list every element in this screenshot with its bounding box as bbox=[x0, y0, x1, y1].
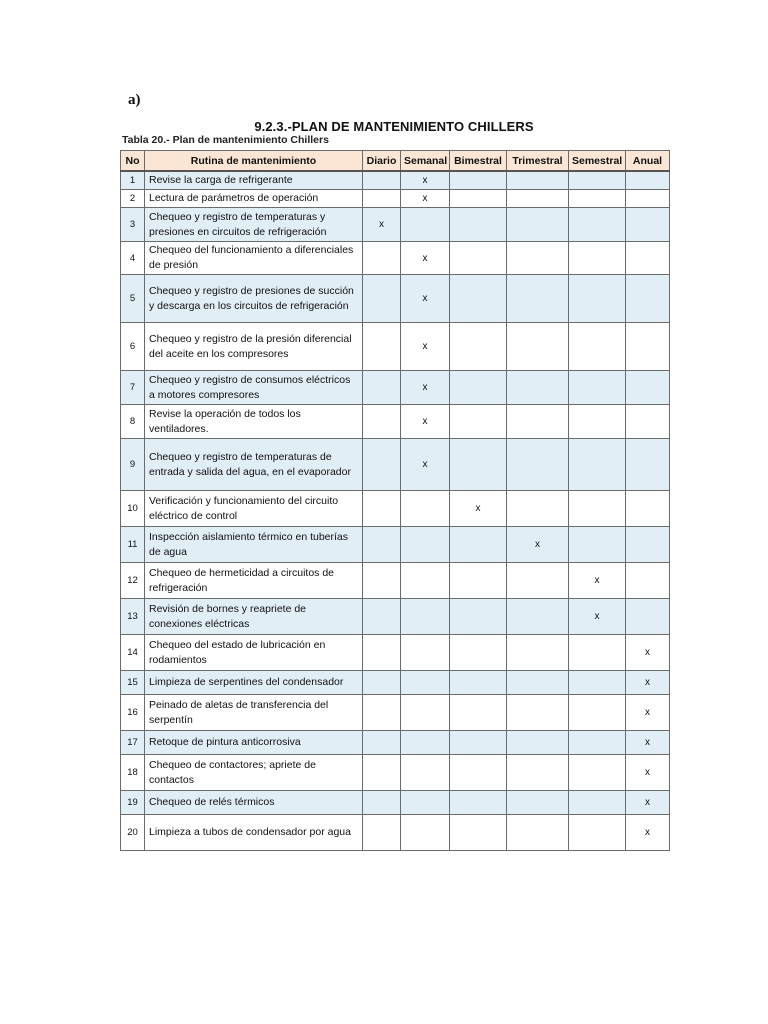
frequency-cell-bimestral bbox=[450, 671, 507, 695]
frequency-cell-semanal bbox=[401, 439, 450, 491]
frequency-mark: x bbox=[594, 575, 600, 586]
table-row bbox=[121, 405, 670, 439]
row-number: 14 bbox=[121, 635, 145, 671]
frequency-cell-trimestral bbox=[507, 371, 569, 405]
frequency-cell-semanal bbox=[401, 190, 450, 208]
frequency-cell-anual bbox=[626, 635, 670, 671]
header-anual: Anual bbox=[626, 151, 670, 172]
frequency-cell-anual bbox=[626, 242, 670, 275]
header-trimestral: Trimestral bbox=[507, 151, 569, 172]
routine-cell: Verificación y funcionamiento del circuito eléctrico de control bbox=[145, 491, 363, 527]
frequency-cell-trimestral bbox=[507, 599, 569, 635]
frequency-cell-trimestral bbox=[507, 791, 569, 815]
frequency-cell-semanal bbox=[401, 491, 450, 527]
routine-cell: Chequeo y registro de la presión diferencial del aceite en los compresores bbox=[145, 323, 363, 371]
row-number: 8 bbox=[121, 405, 145, 439]
frequency-cell-bimestral bbox=[450, 208, 507, 242]
frequency-cell-bimestral bbox=[450, 599, 507, 635]
frequency-cell-semestral bbox=[569, 791, 626, 815]
routine-cell: Peinado de aletas de transferencia del serpentín bbox=[145, 695, 363, 731]
frequency-mark: x bbox=[645, 797, 650, 808]
frequency-cell-semestral bbox=[569, 563, 626, 599]
table-row bbox=[121, 671, 670, 695]
row-number: 18 bbox=[121, 755, 145, 791]
frequency-cell-trimestral bbox=[507, 635, 569, 671]
frequency-cell-diario bbox=[363, 405, 401, 439]
row-number: 15 bbox=[121, 671, 145, 695]
frequency-cell-diario bbox=[363, 275, 401, 323]
frequency-cell-bimestral bbox=[450, 323, 507, 371]
frequency-cell-bimestral bbox=[450, 755, 507, 791]
frequency-cell-diario bbox=[363, 439, 401, 491]
table-row bbox=[121, 695, 670, 731]
frequency-cell-semestral bbox=[569, 405, 626, 439]
row-number: 11 bbox=[121, 527, 145, 563]
frequency-cell-anual bbox=[626, 671, 670, 695]
frequency-cell-semanal bbox=[401, 731, 450, 755]
frequency-mark: x bbox=[422, 341, 428, 352]
frequency-cell-semestral bbox=[569, 190, 626, 208]
frequency-cell-trimestral bbox=[507, 242, 569, 275]
frequency-mark: x bbox=[645, 767, 650, 778]
frequency-cell-semestral bbox=[569, 171, 626, 190]
table-caption: Tabla 20.- Plan de mantenimiento Chillers bbox=[122, 134, 329, 146]
frequency-mark: x bbox=[422, 416, 428, 427]
frequency-cell-anual bbox=[626, 371, 670, 405]
row-number: 9 bbox=[121, 439, 145, 491]
frequency-cell-anual bbox=[626, 755, 670, 791]
row-number: 12 bbox=[121, 563, 145, 599]
frequency-cell-bimestral bbox=[450, 731, 507, 755]
routine-cell: Inspección aislamiento térmico en tuberías de agua bbox=[145, 527, 363, 563]
frequency-cell-anual bbox=[626, 171, 670, 190]
frequency-cell-trimestral bbox=[507, 208, 569, 242]
frequency-cell-semanal bbox=[401, 208, 450, 242]
row-number: 13 bbox=[121, 599, 145, 635]
routine-cell: Lectura de parámetros de operación bbox=[145, 190, 363, 208]
routine-cell: Chequeo y registro de consumos eléctricos a motores compresores bbox=[145, 371, 363, 405]
maintenance-table bbox=[120, 150, 670, 851]
frequency-cell-semanal bbox=[401, 527, 450, 563]
frequency-cell-anual bbox=[626, 695, 670, 731]
frequency-cell-diario bbox=[363, 208, 401, 242]
table-row bbox=[121, 635, 670, 671]
frequency-cell-diario bbox=[363, 323, 401, 371]
frequency-mark: x bbox=[422, 459, 428, 470]
frequency-mark: x bbox=[422, 293, 428, 304]
frequency-cell-anual bbox=[626, 527, 670, 563]
frequency-cell-bimestral bbox=[450, 791, 507, 815]
frequency-cell-trimestral bbox=[507, 563, 569, 599]
header-bimestral: Bimestral bbox=[450, 151, 507, 172]
frequency-cell-trimestral bbox=[507, 190, 569, 208]
frequency-mark: x bbox=[422, 193, 428, 204]
header-routine: Rutina de mantenimiento bbox=[145, 151, 363, 172]
frequency-cell-diario bbox=[363, 599, 401, 635]
frequency-cell-trimestral bbox=[507, 671, 569, 695]
frequency-cell-anual bbox=[626, 208, 670, 242]
routine-cell: Retoque de pintura anticorrosiva bbox=[145, 731, 363, 755]
frequency-cell-semanal bbox=[401, 791, 450, 815]
frequency-cell-diario bbox=[363, 755, 401, 791]
frequency-cell-diario bbox=[363, 171, 401, 190]
frequency-cell-diario bbox=[363, 371, 401, 405]
row-number: 7 bbox=[121, 371, 145, 405]
frequency-mark: x bbox=[645, 827, 650, 838]
frequency-cell-semanal bbox=[401, 405, 450, 439]
frequency-cell-semestral bbox=[569, 275, 626, 323]
frequency-cell-diario bbox=[363, 527, 401, 563]
routine-cell: Revise la carga de refrigerante bbox=[145, 171, 363, 190]
frequency-cell-anual bbox=[626, 439, 670, 491]
routine-cell: Limpieza a tubos de condensador por agua bbox=[145, 815, 363, 851]
row-number: 5 bbox=[121, 275, 145, 323]
row-number: 1 bbox=[121, 171, 145, 190]
table-row bbox=[121, 815, 670, 851]
frequency-mark: x bbox=[422, 252, 428, 264]
frequency-cell-semanal bbox=[401, 371, 450, 405]
frequency-cell-semanal bbox=[401, 671, 450, 695]
frequency-cell-semanal bbox=[401, 599, 450, 635]
table-row bbox=[121, 171, 670, 190]
table-row bbox=[121, 371, 670, 405]
frequency-cell-diario bbox=[363, 242, 401, 275]
frequency-cell-bimestral bbox=[450, 242, 507, 275]
frequency-cell-bimestral bbox=[450, 171, 507, 190]
frequency-cell-semestral bbox=[569, 671, 626, 695]
table-row bbox=[121, 731, 670, 755]
frequency-cell-anual bbox=[626, 190, 670, 208]
frequency-cell-trimestral bbox=[507, 491, 569, 527]
frequency-cell-diario bbox=[363, 791, 401, 815]
frequency-mark: x bbox=[535, 539, 540, 550]
frequency-cell-diario bbox=[363, 695, 401, 731]
table-header-row bbox=[121, 151, 670, 172]
routine-cell: Chequeo y registro de presiones de succión y descarga en los circuitos de refrigeración bbox=[145, 275, 363, 323]
frequency-cell-anual bbox=[626, 275, 670, 323]
frequency-mark: x bbox=[422, 382, 428, 393]
routine-cell: Chequeo del estado de lubricación en rodamientos bbox=[145, 635, 363, 671]
frequency-cell-bimestral bbox=[450, 815, 507, 851]
frequency-cell-diario bbox=[363, 190, 401, 208]
frequency-mark: x bbox=[645, 707, 650, 718]
frequency-cell-semanal bbox=[401, 635, 450, 671]
table-body bbox=[121, 171, 670, 851]
frequency-mark: x bbox=[645, 737, 650, 748]
routine-cell: Chequeo y registro de temperaturas de entrada y salida del agua, en el evaporador bbox=[145, 439, 363, 491]
frequency-cell-anual bbox=[626, 731, 670, 755]
routine-cell: Chequeo de contactores; apriete de contactos bbox=[145, 755, 363, 791]
header-diario: Diario bbox=[363, 151, 401, 172]
row-number: 19 bbox=[121, 791, 145, 815]
routine-cell: Chequeo de relés térmicos bbox=[145, 791, 363, 815]
frequency-cell-semanal bbox=[401, 815, 450, 851]
table-row bbox=[121, 439, 670, 491]
section-label: a) bbox=[128, 92, 141, 108]
frequency-cell-semanal bbox=[401, 755, 450, 791]
frequency-cell-semanal bbox=[401, 242, 450, 275]
frequency-cell-semestral bbox=[569, 439, 626, 491]
frequency-cell-diario bbox=[363, 815, 401, 851]
frequency-cell-bimestral bbox=[450, 439, 507, 491]
frequency-cell-semanal bbox=[401, 323, 450, 371]
frequency-mark: x bbox=[594, 611, 600, 622]
frequency-cell-diario bbox=[363, 491, 401, 527]
frequency-cell-anual bbox=[626, 791, 670, 815]
table-row bbox=[121, 563, 670, 599]
row-number: 10 bbox=[121, 491, 145, 527]
table-row bbox=[121, 527, 670, 563]
frequency-cell-bimestral bbox=[450, 563, 507, 599]
table-row bbox=[121, 190, 670, 208]
frequency-cell-semestral bbox=[569, 323, 626, 371]
frequency-cell-semanal bbox=[401, 563, 450, 599]
frequency-cell-trimestral bbox=[507, 275, 569, 323]
frequency-cell-anual bbox=[626, 599, 670, 635]
frequency-mark: x bbox=[422, 175, 428, 186]
page-heading: 9.2.3.-PLAN DE MANTENIMIENTO CHILLERS bbox=[254, 119, 534, 134]
table-row bbox=[121, 323, 670, 371]
routine-cell: Chequeo y registro de temperaturas y presiones en circuitos de refrigeración bbox=[145, 208, 363, 242]
frequency-cell-trimestral bbox=[507, 695, 569, 731]
frequency-cell-semestral bbox=[569, 635, 626, 671]
frequency-mark: x bbox=[475, 503, 481, 514]
header-semanal: Semanal bbox=[401, 151, 450, 172]
routine-cell: Chequeo del funcionamiento a diferenciales de presión bbox=[145, 242, 363, 275]
frequency-cell-bimestral bbox=[450, 695, 507, 731]
row-number: 16 bbox=[121, 695, 145, 731]
header-semestral: Semestral bbox=[569, 151, 626, 172]
frequency-cell-bimestral bbox=[450, 371, 507, 405]
frequency-cell-anual bbox=[626, 491, 670, 527]
row-number: 20 bbox=[121, 815, 145, 851]
frequency-cell-semanal bbox=[401, 171, 450, 190]
frequency-cell-trimestral bbox=[507, 323, 569, 371]
frequency-cell-bimestral bbox=[450, 635, 507, 671]
frequency-cell-semestral bbox=[569, 815, 626, 851]
frequency-cell-diario bbox=[363, 731, 401, 755]
frequency-mark: x bbox=[645, 677, 650, 688]
frequency-cell-bimestral bbox=[450, 491, 507, 527]
frequency-cell-semestral bbox=[569, 371, 626, 405]
frequency-cell-semestral bbox=[569, 731, 626, 755]
frequency-cell-trimestral bbox=[507, 171, 569, 190]
frequency-cell-trimestral bbox=[507, 755, 569, 791]
row-number: 3 bbox=[121, 208, 145, 242]
frequency-mark: x bbox=[645, 647, 650, 658]
frequency-cell-bimestral bbox=[450, 190, 507, 208]
routine-cell: Chequeo de hermeticidad a circuitos de refrigeración bbox=[145, 563, 363, 599]
frequency-cell-semestral bbox=[569, 599, 626, 635]
frequency-cell-diario bbox=[363, 563, 401, 599]
frequency-mark: x bbox=[379, 219, 384, 230]
frequency-cell-bimestral bbox=[450, 275, 507, 323]
header-no: No bbox=[121, 151, 145, 172]
row-number: 2 bbox=[121, 190, 145, 208]
routine-cell: Revise la operación de todos los ventiladores. bbox=[145, 405, 363, 439]
frequency-cell-bimestral bbox=[450, 527, 507, 563]
routine-cell: Limpieza de serpentines del condensador bbox=[145, 671, 363, 695]
frequency-cell-trimestral bbox=[507, 405, 569, 439]
frequency-cell-semestral bbox=[569, 527, 626, 563]
frequency-cell-anual bbox=[626, 815, 670, 851]
frequency-cell-anual bbox=[626, 323, 670, 371]
frequency-cell-diario bbox=[363, 635, 401, 671]
table-row bbox=[121, 208, 670, 242]
frequency-cell-trimestral bbox=[507, 731, 569, 755]
table-row bbox=[121, 755, 670, 791]
frequency-cell-anual bbox=[626, 563, 670, 599]
frequency-cell-semanal bbox=[401, 275, 450, 323]
table-row bbox=[121, 275, 670, 323]
row-number: 17 bbox=[121, 731, 145, 755]
table-row bbox=[121, 491, 670, 527]
frequency-cell-trimestral bbox=[507, 815, 569, 851]
frequency-cell-semestral bbox=[569, 208, 626, 242]
table-row bbox=[121, 599, 670, 635]
frequency-cell-semestral bbox=[569, 755, 626, 791]
routine-cell: Revisión de bornes y reapriete de conexiones eléctricas bbox=[145, 599, 363, 635]
frequency-cell-trimestral bbox=[507, 439, 569, 491]
frequency-cell-semestral bbox=[569, 695, 626, 731]
frequency-cell-semestral bbox=[569, 242, 626, 275]
frequency-cell-trimestral bbox=[507, 527, 569, 563]
frequency-cell-diario bbox=[363, 671, 401, 695]
table-row bbox=[121, 242, 670, 275]
table-row bbox=[121, 791, 670, 815]
frequency-cell-semestral bbox=[569, 491, 626, 527]
row-number: 6 bbox=[121, 323, 145, 371]
frequency-cell-semanal bbox=[401, 695, 450, 731]
frequency-cell-bimestral bbox=[450, 405, 507, 439]
row-number: 4 bbox=[121, 242, 145, 275]
frequency-cell-anual bbox=[626, 405, 670, 439]
